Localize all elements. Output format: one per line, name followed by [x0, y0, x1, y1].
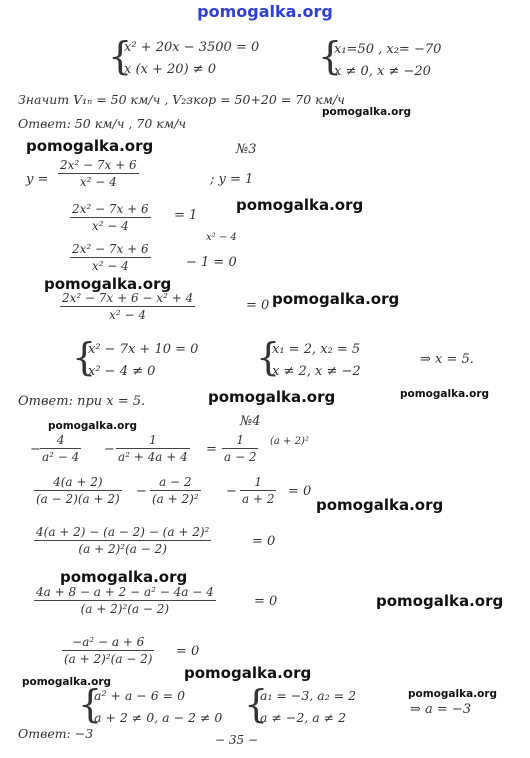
- sup-a: (a + 2)²: [270, 436, 309, 447]
- watermark: pomogalka.org: [400, 388, 490, 400]
- sup-b: x² − 4: [206, 232, 237, 243]
- fraction-4-2-den: a² + 4a + 4: [118, 450, 188, 464]
- system1-sol-1: x₁=50 , x₂= −70: [334, 42, 442, 57]
- system3-sol-1: a₁ = −3, a₂ = 2: [260, 688, 357, 703]
- watermark: pomogalka.org: [26, 137, 154, 155]
- eq4-minus: −: [104, 442, 115, 457]
- fraction-y: [58, 157, 139, 190]
- fraction-4-1: [40, 432, 81, 465]
- eq-a-tail: = 1: [174, 208, 198, 223]
- fraction-c-den: x² − 4: [109, 308, 147, 322]
- fraction-b: [70, 241, 151, 274]
- watermark: pomogalka.org: [60, 568, 188, 586]
- brace-system2-sol: {: [256, 335, 281, 379]
- system3-eq2: a + 2 ≠ 0, a − 2 ≠ 0: [94, 710, 223, 725]
- eq4d-tail: = 0: [254, 594, 278, 609]
- watermark: pomogalka.org: [408, 688, 498, 700]
- fraction-c: [60, 290, 195, 323]
- fraction-c-num: 2x² − 7x + 6 − x² + 4: [62, 291, 194, 305]
- brace-system2: {: [72, 335, 97, 379]
- fraction-4-3-den: a − 2: [224, 450, 257, 464]
- eq-c-tail: = 0: [246, 298, 270, 313]
- fraction-4-7-den: (a + 2)²(a − 2): [78, 542, 167, 556]
- fraction-4-9: [62, 634, 154, 667]
- fraction-b-num: 2x² − 7x + 6: [72, 242, 149, 256]
- eq4e-tail: = 0: [176, 644, 200, 659]
- fraction-4-1-num: 4: [40, 432, 81, 449]
- fraction-4-8: [34, 584, 216, 617]
- system2-eq1: x² − 7x + 10 = 0: [88, 342, 199, 357]
- site-title[interactable]: pomogalka.org: [197, 2, 333, 21]
- fraction-4-8-den: (a + 2)²(a − 2): [80, 602, 170, 616]
- answer-3: Ответ: −3: [18, 726, 94, 741]
- watermark: pomogalka.org: [316, 496, 444, 514]
- fraction-4-5-num: a − 2: [150, 474, 201, 491]
- answer-2: Ответ: при x = 5.: [18, 394, 146, 409]
- eq4-equals: =: [206, 442, 217, 457]
- fraction-4-5: [150, 474, 201, 507]
- fraction-a: [70, 201, 151, 234]
- eq4c-tail: = 0: [252, 534, 276, 549]
- fraction-b-den: x² − 4: [91, 259, 129, 273]
- watermark: pomogalka.org: [236, 196, 364, 214]
- watermark: pomogalka.org: [48, 420, 138, 432]
- fraction-4-7: [34, 524, 211, 557]
- implies-x: ⇒ x = 5.: [420, 352, 474, 367]
- system3-eq1: a² + a − 6 = 0: [94, 688, 186, 703]
- eq4b-tail: = 0: [288, 484, 312, 499]
- fraction-4-9-den: (a + 2)²(a − 2): [64, 652, 153, 666]
- fraction-4-4-num: 4(a + 2): [34, 474, 122, 491]
- watermark: pomogalka.org: [44, 275, 172, 293]
- system1-eq1: x² + 20x − 3500 = 0: [124, 40, 260, 55]
- system2-sol-2: x ≠ 2, x ≠ −2: [272, 364, 361, 379]
- fraction-4-8-num: 4a + 8 − a + 2 − a² − 4a − 4: [36, 585, 214, 599]
- eq4b-minus-1: −: [136, 484, 147, 499]
- watermark: pomogalka.org: [272, 290, 400, 308]
- fraction-4-6: [240, 474, 276, 507]
- fraction-4-1-den: a² − 4: [42, 450, 80, 464]
- system2-eq2: x² − 4 ≠ 0: [88, 364, 156, 379]
- page-number: − 35 −: [215, 733, 259, 747]
- fraction-4-4: [34, 474, 122, 507]
- fraction-4-5-den: (a + 2)²: [152, 492, 199, 506]
- eq4-sign: −: [30, 442, 41, 457]
- answer-1: Ответ: 50 км/ч , 70 км/ч: [18, 116, 187, 131]
- system2-sol-1: x₁ = 2, x₂ = 5: [272, 342, 361, 357]
- system1-eq2: x (x + 20) ≠ 0: [124, 62, 217, 77]
- watermark: pomogalka.org: [22, 676, 112, 688]
- fraction-4-6-den: a + 2: [242, 492, 275, 506]
- y-equals-prefix: y =: [26, 172, 49, 187]
- watermark: pomogalka.org: [376, 592, 504, 610]
- system1-sol-2: x ≠ 0, x ≠ −20: [334, 64, 431, 79]
- fraction-y-num: 2x² − 7x + 6: [60, 158, 137, 172]
- problem-3-number: №3: [236, 142, 257, 157]
- watermark: pomogalka.org: [184, 664, 312, 682]
- problem-4-number: №4: [240, 414, 261, 429]
- brace-system1-sol: {: [318, 34, 343, 78]
- fraction-4-3: [222, 432, 258, 465]
- system3-sol-2: a ≠ −2, a ≠ 2: [260, 710, 347, 725]
- speed-line: Значит V₁ₙ = 50 км/ч , V₂зкор = 50+20 = 70 км/ч: [18, 92, 345, 107]
- fraction-a-den: x² − 4: [91, 219, 129, 233]
- fraction-4-4-den: (a − 2)(a + 2): [36, 492, 120, 506]
- eq-b-tail: − 1 = 0: [186, 255, 237, 270]
- fraction-4-9-num: −a² − a + 6: [62, 634, 154, 651]
- fraction-4-2-num: 1: [116, 432, 190, 449]
- watermark: pomogalka.org: [208, 388, 336, 406]
- fraction-4-6-num: 1: [240, 474, 276, 491]
- fraction-4-2: [116, 432, 190, 465]
- brace-system1: {: [108, 34, 133, 78]
- fraction-4-7-num: 4(a + 2) − (a − 2) − (a + 2)²: [36, 525, 210, 539]
- brace-system3-sol: {: [244, 682, 269, 726]
- fraction-a-num: 2x² − 7x + 6: [72, 202, 149, 216]
- brace-system3: {: [78, 682, 103, 726]
- implies-a: ⇒ a = −3: [410, 702, 472, 717]
- watermark: pomogalka.org: [322, 106, 412, 118]
- y-equals-value: ; y = 1: [210, 172, 254, 187]
- fraction-4-3-num: 1: [222, 432, 258, 449]
- eq4b-minus-2: −: [226, 484, 237, 499]
- fraction-y-den: x² − 4: [79, 175, 117, 189]
